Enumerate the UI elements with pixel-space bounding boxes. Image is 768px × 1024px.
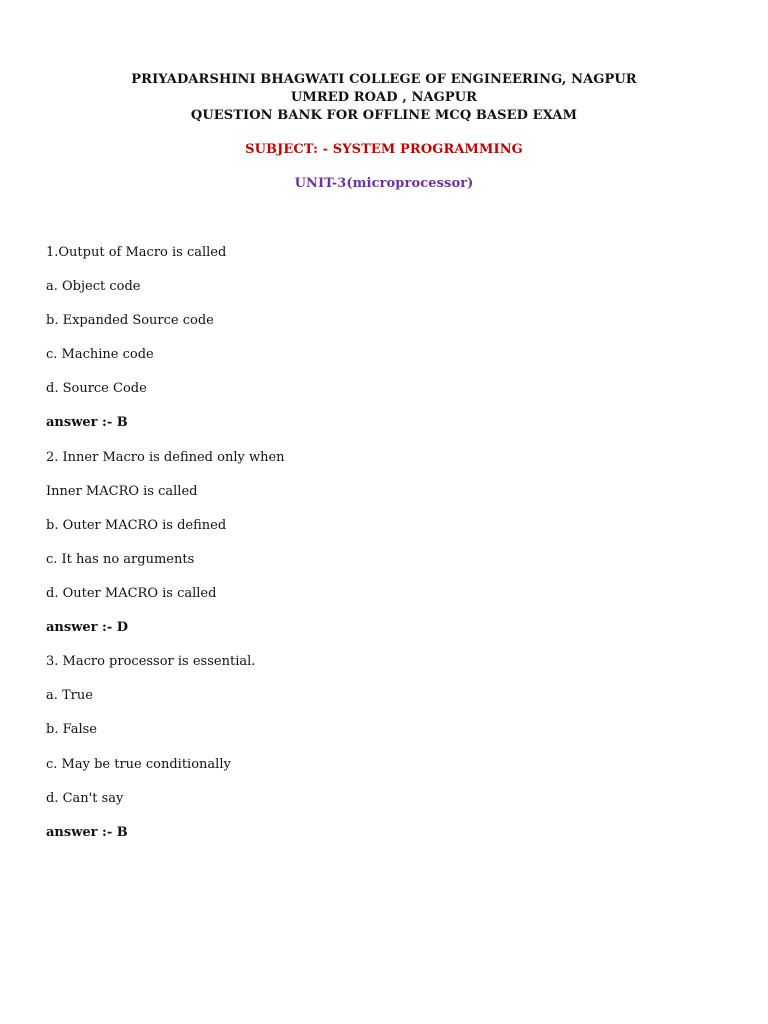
college-address: UMRED ROAD , NAGPUR: [290, 90, 478, 105]
option-text: a. Object code: [46, 279, 141, 294]
subject-heading: SUBJECT: - SYSTEM PROGRAMMING: [245, 142, 523, 157]
question-text: 3. Macro processor is essential.: [46, 654, 256, 669]
option-text: Inner MACRO is called: [46, 484, 198, 499]
option-text: c. It has no arguments: [46, 552, 195, 567]
option-text: d. Can't say: [46, 791, 124, 806]
option-text: b. False: [46, 722, 97, 737]
answer-text: answer :- B: [46, 415, 128, 430]
option-text: c. Machine code: [46, 347, 154, 362]
document-title: QUESTION BANK FOR OFFLINE MCQ BASED EXAM: [190, 108, 578, 123]
question-text: 2. Inner Macro is defined only when: [46, 450, 285, 465]
option-text: a. True: [46, 688, 93, 703]
answer-text: answer :- B: [46, 825, 128, 840]
option-text: d. Outer MACRO is called: [46, 586, 217, 601]
option-text: b. Outer MACRO is defined: [46, 518, 227, 533]
answer-text: answer :- D: [46, 620, 129, 635]
college-name: PRIYADARSHINI BHAGWATI COLLEGE OF ENGINEERING, NAGPUR: [131, 72, 637, 87]
unit-heading: UNIT-3(microprocessor): [294, 176, 474, 191]
option-text: d. Source Code: [46, 381, 147, 396]
question-text: 1.Output of Macro is called: [46, 245, 227, 260]
option-text: b. Expanded Source code: [46, 313, 214, 328]
option-text: c. May be true conditionally: [46, 757, 231, 772]
